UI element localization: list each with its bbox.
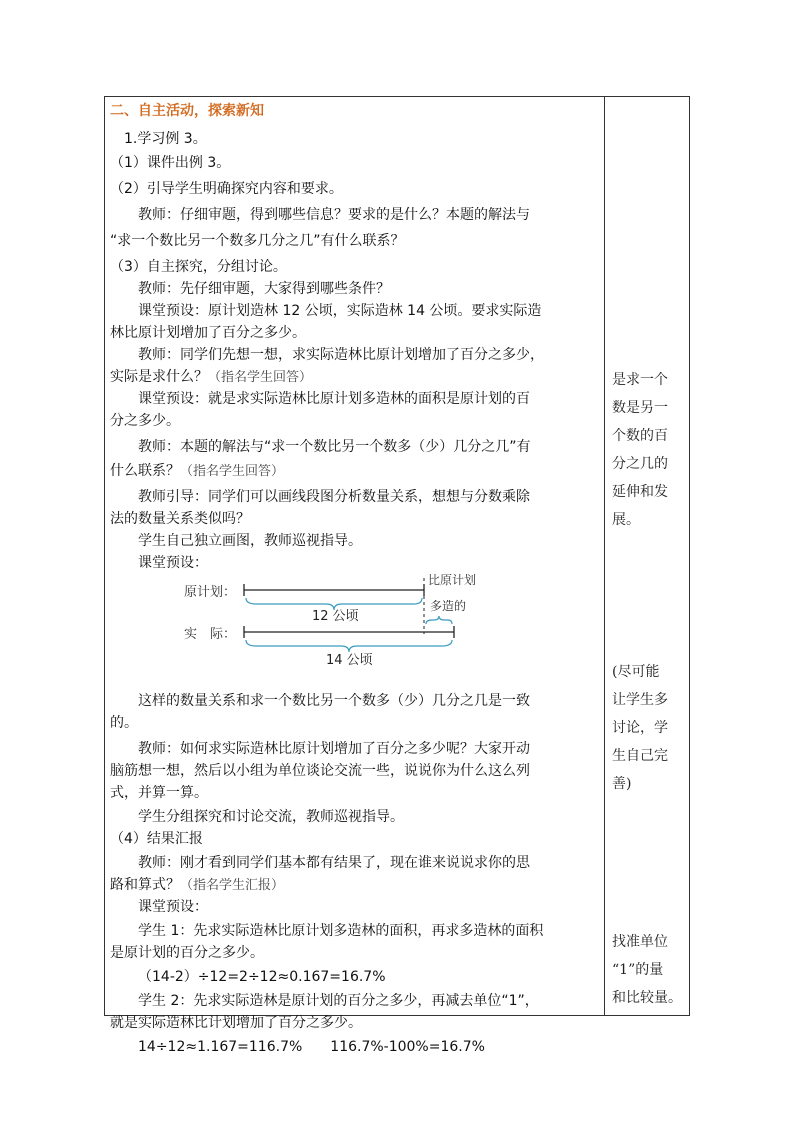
text-line: 教师：如何求实际造林比原计划增加了百分之多少呢？大家开动 <box>138 741 530 757</box>
text-line: 课堂预设：原计划造林 12 公顷，实际造林 14 公顷。要求实际造 <box>138 303 542 319</box>
section-heading: 二、自主活动，探索新知 <box>110 103 264 119</box>
text-line: 课堂预设： <box>138 555 208 571</box>
side-line: 善) <box>612 776 632 792</box>
text-line: （1）课件出例 3。 <box>110 155 231 171</box>
text-line: 1.学习例 3。 <box>124 131 207 147</box>
actual-brace <box>246 640 452 652</box>
text-line: 什么联系？（指名学生回答） <box>110 463 285 479</box>
side-line: 展。 <box>612 512 640 528</box>
side-line: 让学生多 <box>612 692 668 708</box>
side-note-1 <box>612 366 686 534</box>
text-line: 学生 1：先求实际造林比原计划多造林的面积，再求多造林的面积 <box>138 923 544 939</box>
text-line: 学生自己独立画图，教师巡视指导。 <box>138 533 362 549</box>
side-line: “1”的量 <box>612 962 664 978</box>
line-segment-diagram <box>176 568 506 668</box>
text-line: 式，并算一算。 <box>110 785 208 801</box>
text-line: 分之多少。 <box>110 413 180 429</box>
text-line: 脑筋想一想，然后以小组为单位谈论交流一些，说说你为什么这么列 <box>110 763 530 779</box>
text-line: （4）结果汇报 <box>110 831 203 847</box>
side-line: 找准单位 <box>612 934 668 950</box>
side-line: 生自己完 <box>612 748 668 764</box>
side-line: 个数的百 <box>612 428 668 444</box>
text-line: 课堂预设： <box>138 899 208 915</box>
side-note-3 <box>612 928 686 1012</box>
text-line: 教师：先仔细审题，大家得到哪些条件？ <box>138 281 390 297</box>
text-line: 是原计划的百分之多少。 <box>110 945 264 961</box>
text-line: 教师：仔细审题，得到哪些信息？要求的是什么？本题的解法与 <box>138 207 530 223</box>
side-line: 延伸和发 <box>612 484 668 500</box>
text-line: 路和算式？（指名学生汇报） <box>110 877 285 893</box>
text-line: 教师引导：同学们可以画线段图分析数量关系，想想与分数乘除 <box>138 489 530 505</box>
text-line: 实际是求什么？（指名学生回答） <box>110 369 313 385</box>
text-line: 这样的数量关系和求一个数比另一个数多（少）几分之几是一致 <box>138 693 530 709</box>
label-plan: 原计划： <box>184 585 237 600</box>
side-line: 和比较量。 <box>612 990 682 1006</box>
side-note-2 <box>612 658 686 798</box>
text-line: 林比原计划增加了百分之多少。 <box>110 325 306 341</box>
text-line: 的。 <box>110 715 138 731</box>
text-line: （2）引导学生明确探究内容和要求。 <box>110 181 343 197</box>
text-line: （14-2）÷12=2÷12≈0.167=16.7% <box>138 969 386 985</box>
text-line: 教师：刚才看到同学们基本都有结果了，现在谁来说说求你的思 <box>138 855 530 871</box>
side-line: 分之几的 <box>612 456 668 472</box>
text-line: 课堂预设：就是求实际造林比原计划多造林的面积是原计划的百 <box>138 391 530 407</box>
side-line: 是求一个 <box>612 372 668 388</box>
text-line: “求一个数比另一个数多几分之几”有什么联系？ <box>110 233 405 249</box>
text-line: 法的数量关系类似吗？ <box>110 511 250 527</box>
column-divider <box>604 96 605 1016</box>
label-actual: 实 际： <box>184 627 237 642</box>
more-label-1: 比原计划 <box>428 573 477 587</box>
text-line: 就是实际造林比计划增加了百分之多少。 <box>110 1015 362 1031</box>
actual-value: 14 公顷 <box>326 653 373 668</box>
more-label-2: 多造的 <box>430 599 467 613</box>
more-brace <box>426 616 452 624</box>
text-line: 教师：同学们先想一想，求实际造林比原计划增加了百分之多少， <box>138 347 544 363</box>
text-line: （3）自主探究，分组讨论。 <box>110 259 287 275</box>
side-line: 数是另一 <box>612 400 668 416</box>
side-line: 讨论，学 <box>612 720 668 736</box>
side-line: (尽可能 <box>612 664 660 680</box>
text-line: 学生 2：先求实际造林是原计划的百分之多少，再减去单位“1”， <box>138 993 539 1009</box>
text-line: 学生分组探究和讨论交流，教师巡视指导。 <box>138 809 404 825</box>
text-line: 教师：本题的解法与“求一个数比另一个数多（少）几分之几”有 <box>138 439 531 455</box>
plan-value: 12 公顷 <box>312 609 359 624</box>
text-line: 14÷12≈1.167=116.7% 116.7%-100%=16.7% <box>138 1039 485 1055</box>
